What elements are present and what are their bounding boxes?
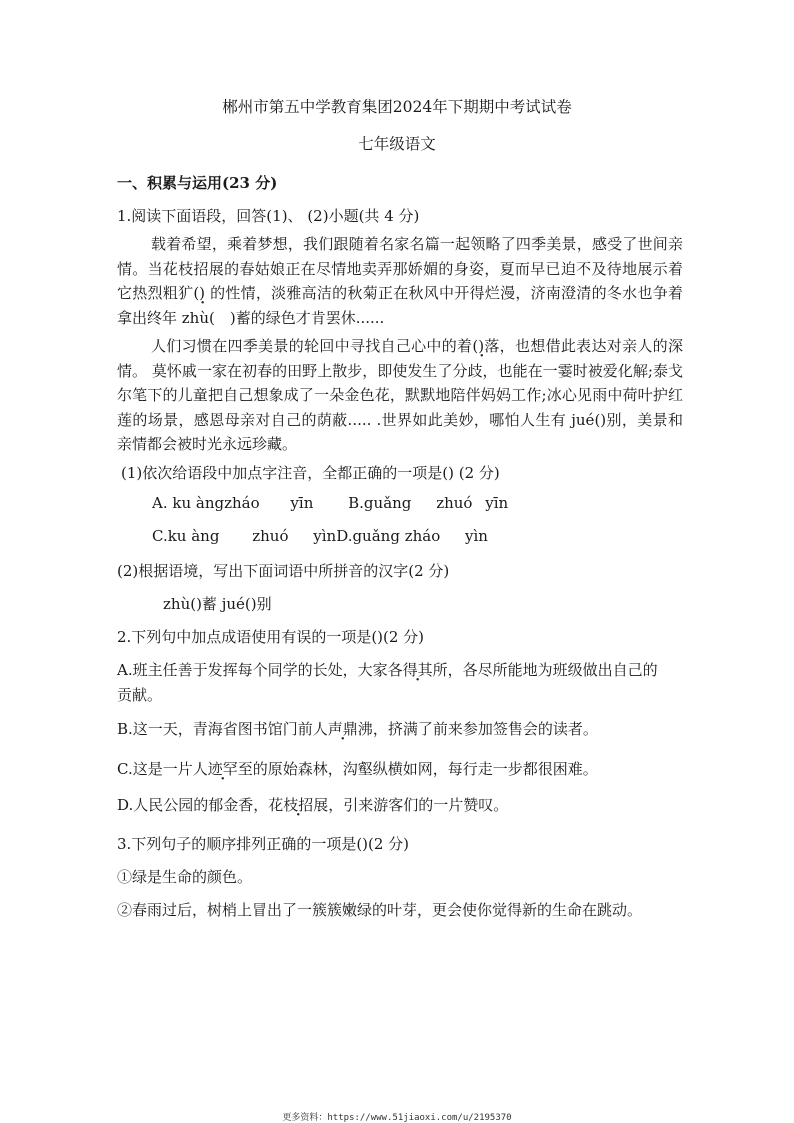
footer-watermark: 更多资料：https://www.51jiaoxi.com/u/2195370 [282, 1113, 512, 1123]
question-2-option-a: A.班主任善于发挥每个同学的长处，大家各得其所，各尽所能地为班级做出自己的 [117, 661, 658, 679]
question-2-option-b: B.这一天，青海省图书馆门前人声鼎沸，挤满了前来参加签售会的读者。 [117, 720, 598, 738]
question-1-1-options-ab [152, 494, 508, 512]
question-2-option-d: D.人民公园的郁金香，花枝招展，引来游客们的一片赞叹。 [117, 796, 509, 814]
question-3-sentence-1: ①绿是生命的颜色。 [117, 868, 253, 886]
question-2-option-a-cont: 贡献。 [117, 686, 163, 704]
section-heading: 一、积累与运用(23 分) [117, 174, 278, 192]
passage-paragraph-1: 载着希望，乘着梦想，我们跟随着名家名篇一起领略了四季美景，感受了世间亲情。当花枝招展的春姑娘正在尽情地卖弄那娇媚的身姿，夏而早已迫不及待地展示着它热烈粗犷() 的性情，淡雅高洁的秋菊正在秋风中开得烂漫，济南澄清的冬水也争着拿出终年 zhù( )蓄的绿色才肯罢休...... [117, 235, 683, 327]
option-b-part3: yīn [485, 494, 509, 512]
option-b-part2: zhuó [436, 494, 473, 512]
dotted-idiom: 人迹罕至 [192, 760, 253, 778]
question-2-option-c: C.这是一片人迹罕至的原始森林，沟壑纵横如网，每行走一步都很困难。 [117, 760, 598, 778]
option-d-part: yìn [465, 527, 488, 545]
option-a-part2: yīn [290, 494, 314, 512]
question-1-1-options-cd [152, 527, 488, 545]
question-2-stem: 2.下列句中加点成语使用有误的一项是()(2 分) [117, 628, 425, 646]
dotted-idiom: 人声鼎沸 [312, 720, 373, 738]
option-a-part1: A. ku àngzháo [152, 494, 260, 512]
option-c-part1: C.ku àng [152, 527, 220, 545]
dotted-idiom: 各得其所 [387, 661, 448, 679]
exam-subtitle: 七年级语文 [358, 135, 436, 153]
question-3-stem: 3.下列句子的顺序排列正确的一项是()(2 分) [117, 835, 410, 853]
exam-title: 郴州市第五中学教育集团2024年下期期中考试试卷 [222, 98, 572, 116]
option-b-part1: B.guǎng [348, 494, 412, 512]
question-1-stem: 1.阅读下面语段，回答(1)、 (2)小题(共 4 分) [117, 207, 420, 225]
question-3-sentence-2: ②春雨过后，树梢上冒出了一簇簇嫩绿的叶芽，更会使你觉得新的生命在跳动。 [117, 901, 643, 919]
passage-paragraph-2: 人们习惯在四季美景的轮回中寻找自己心中的着()落，也想借此表达对亲人的深情。 莫怀戚一家在初春的田野上散步，即使发生了分歧，也能在一霎时被爱化解;泰戈尔笔下的儿童把自己想象成了一朵金色花，默默地陪伴妈妈工作;冰心见雨中荷叶护红莲的场景，感恩母亲对自己的荫蔽..... .世界如此美妙，哪怕人生有 jué()别，美景和亲情都会被时光永远珍藏。 [117, 337, 683, 453]
dotted-idiom: 花枝招展 [268, 796, 329, 814]
dotted-char: 犷 [178, 284, 194, 302]
option-c-part3: yìnD.guǎng zháo [313, 527, 441, 545]
option-c-part2: zhuó [252, 527, 289, 545]
dotted-char: 着 [457, 337, 473, 355]
question-1-2: (2)根据语境，写出下面词语中所拼音的汉字(2 分) [117, 562, 450, 580]
question-1-2-words: zhù()蓄 jué()别 [163, 595, 272, 613]
question-1-1: (1)依次给语段中加点字注音，全都正确的一项是() (2 分) [121, 464, 500, 482]
